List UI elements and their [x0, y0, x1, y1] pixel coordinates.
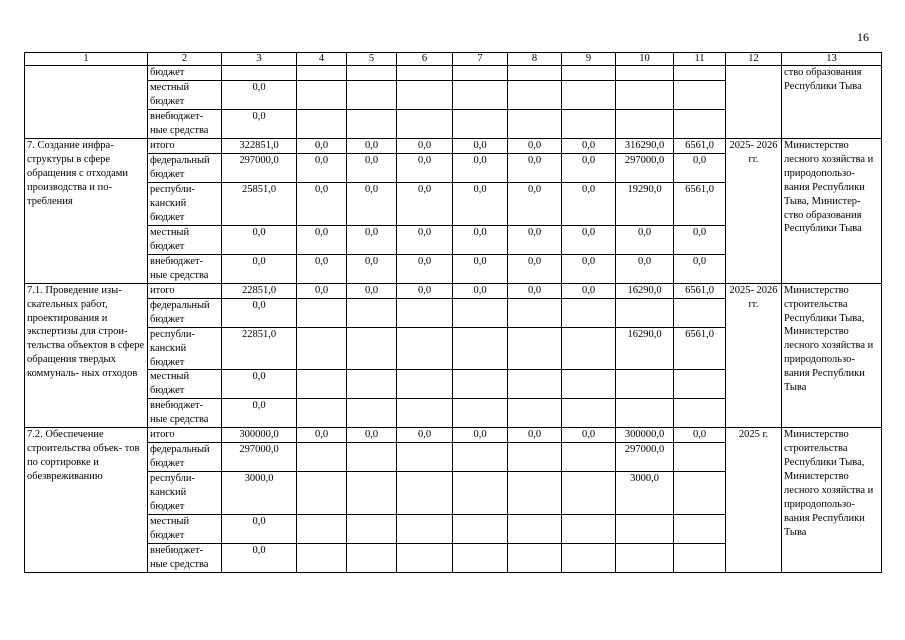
amount-cell: 316290,0 — [616, 139, 674, 154]
amount-cell: 0,0 — [347, 225, 397, 254]
column-header: 12 — [726, 53, 782, 66]
amount-cell: 0,0 — [397, 225, 453, 254]
responsible-executor: Министерство лесного хозяйства и природопользо- вания Республики Тыва, Министер- ство образования Республики Тыва — [782, 139, 882, 284]
amount-cell — [616, 66, 674, 81]
amount-cell — [297, 66, 347, 81]
table-row — [25, 428, 882, 443]
funding-source: местный бюджет — [148, 370, 222, 399]
column-header: 4 — [297, 53, 347, 66]
amount-cell — [508, 399, 562, 428]
amount-cell — [347, 66, 397, 81]
period: 2025- 2026 гг. — [726, 283, 782, 428]
amount-cell — [297, 472, 347, 515]
table-row — [25, 66, 882, 81]
funding-source: внебюджет- ные средства — [148, 254, 222, 283]
amount-cell: 0,0 — [222, 81, 297, 110]
amount-cell: 0,0 — [453, 428, 508, 443]
amount-cell — [562, 327, 616, 370]
amount-cell — [397, 81, 453, 110]
amount-cell: 16290,0 — [616, 327, 674, 370]
period: 2025- 2026 гг. — [726, 139, 782, 284]
amount-cell: 6561,0 — [674, 327, 726, 370]
amount-cell — [297, 110, 347, 139]
amount-cell — [616, 110, 674, 139]
amount-cell — [347, 81, 397, 110]
amount-cell: 0,0 — [297, 154, 347, 183]
amount-cell: 22851,0 — [222, 327, 297, 370]
amount-cell — [674, 81, 726, 110]
table-row — [25, 139, 882, 154]
column-header: 10 — [616, 53, 674, 66]
amount-cell — [674, 544, 726, 573]
amount-cell — [616, 399, 674, 428]
amount-cell — [508, 370, 562, 399]
amount-cell: 0,0 — [222, 544, 297, 573]
table-body — [25, 66, 882, 573]
amount-cell: 297000,0 — [616, 443, 674, 472]
amount-cell — [508, 298, 562, 327]
amount-cell: 0,0 — [674, 254, 726, 283]
amount-cell — [562, 298, 616, 327]
funding-source: федеральный бюджет — [148, 298, 222, 327]
period: 2025 г. — [726, 428, 782, 573]
amount-cell: 0,0 — [453, 154, 508, 183]
amount-cell — [397, 515, 453, 544]
amount-cell: 16290,0 — [616, 283, 674, 298]
amount-cell: 297000,0 — [222, 443, 297, 472]
amount-cell — [453, 110, 508, 139]
amount-cell: 0,0 — [347, 183, 397, 226]
amount-cell: 0,0 — [453, 254, 508, 283]
amount-cell — [508, 110, 562, 139]
amount-cell: 25851,0 — [222, 183, 297, 226]
amount-cell: 19290,0 — [616, 183, 674, 226]
funding-source: местный бюджет — [148, 515, 222, 544]
amount-cell — [616, 81, 674, 110]
budget-table — [24, 52, 882, 573]
amount-cell: 0,0 — [453, 183, 508, 226]
amount-cell — [347, 443, 397, 472]
amount-cell — [347, 515, 397, 544]
amount-cell — [562, 110, 616, 139]
amount-cell: 0,0 — [453, 283, 508, 298]
amount-cell: 0,0 — [562, 139, 616, 154]
amount-cell: 0,0 — [297, 283, 347, 298]
amount-cell: 0,0 — [508, 254, 562, 283]
amount-cell: 0,0 — [616, 225, 674, 254]
amount-cell: 0,0 — [222, 110, 297, 139]
amount-cell — [397, 370, 453, 399]
amount-cell — [508, 66, 562, 81]
funding-source: местный бюджет — [148, 81, 222, 110]
funding-source: итого — [148, 283, 222, 298]
page-number: 16 — [857, 30, 869, 44]
amount-cell: 0,0 — [508, 154, 562, 183]
table-row — [25, 283, 882, 298]
column-header: 1 — [25, 53, 148, 66]
amount-cell — [508, 443, 562, 472]
amount-cell: 6561,0 — [674, 283, 726, 298]
column-header: 8 — [508, 53, 562, 66]
amount-cell — [297, 298, 347, 327]
amount-cell — [674, 298, 726, 327]
amount-cell: 0,0 — [222, 298, 297, 327]
amount-cell — [674, 66, 726, 81]
amount-cell: 0,0 — [508, 283, 562, 298]
funding-source: федеральный бюджет — [148, 154, 222, 183]
amount-cell: 0,0 — [562, 283, 616, 298]
amount-cell — [453, 472, 508, 515]
amount-cell — [674, 443, 726, 472]
amount-cell — [674, 110, 726, 139]
amount-cell — [508, 544, 562, 573]
activity-name: 7.1. Проведение изы- скательных работ, проектирования и экспертизы для строи- тельства объектов в сфере обращения твердых коммуналь- ных отходов — [25, 283, 148, 428]
amount-cell — [562, 370, 616, 399]
amount-cell — [347, 370, 397, 399]
amount-cell: 0,0 — [562, 225, 616, 254]
amount-cell: 0,0 — [562, 183, 616, 226]
column-header: 6 — [397, 53, 453, 66]
amount-cell — [397, 66, 453, 81]
amount-cell — [562, 472, 616, 515]
amount-cell: 322851,0 — [222, 139, 297, 154]
amount-cell — [453, 298, 508, 327]
amount-cell — [397, 327, 453, 370]
column-header: 3 — [222, 53, 297, 66]
amount-cell — [347, 110, 397, 139]
amount-cell: 0,0 — [297, 183, 347, 226]
column-header: 11 — [674, 53, 726, 66]
amount-cell: 22851,0 — [222, 283, 297, 298]
amount-cell — [453, 443, 508, 472]
amount-cell: 0,0 — [397, 283, 453, 298]
funding-source: внебюджет- ные средства — [148, 544, 222, 573]
funding-source: итого — [148, 139, 222, 154]
amount-cell: 0,0 — [347, 428, 397, 443]
amount-cell — [347, 544, 397, 573]
amount-cell: 0,0 — [508, 183, 562, 226]
responsible-executor: Министерство строительства Республики Тыва, Министерство лесного хозяйства и природопользо- вания Республики Тыва — [782, 428, 882, 573]
amount-cell — [453, 66, 508, 81]
amount-cell: 0,0 — [674, 428, 726, 443]
header-row — [25, 53, 882, 66]
amount-cell — [674, 370, 726, 399]
amount-cell — [616, 515, 674, 544]
amount-cell: 3000,0 — [616, 472, 674, 515]
amount-cell — [616, 370, 674, 399]
amount-cell — [347, 472, 397, 515]
amount-cell — [508, 81, 562, 110]
amount-cell: 6561,0 — [674, 183, 726, 226]
amount-cell — [674, 515, 726, 544]
amount-cell — [508, 515, 562, 544]
responsible-executor: Министерство строительства Республики Тыва, Министерство лесного хозяйства и природопользо- вания Республики Тыва — [782, 283, 882, 428]
amount-cell — [674, 399, 726, 428]
amount-cell — [453, 399, 508, 428]
amount-cell — [616, 298, 674, 327]
amount-cell: 300000,0 — [222, 428, 297, 443]
funding-source: внебюджет- ные средства — [148, 110, 222, 139]
amount-cell — [397, 399, 453, 428]
column-header: 7 — [453, 53, 508, 66]
amount-cell — [297, 370, 347, 399]
amount-cell: 0,0 — [397, 428, 453, 443]
amount-cell: 0,0 — [616, 254, 674, 283]
amount-cell — [674, 472, 726, 515]
column-header: 9 — [562, 53, 616, 66]
amount-cell: 0,0 — [222, 399, 297, 428]
amount-cell: 0,0 — [297, 225, 347, 254]
amount-cell — [453, 81, 508, 110]
amount-cell: 0,0 — [347, 254, 397, 283]
amount-cell — [297, 399, 347, 428]
amount-cell — [297, 544, 347, 573]
amount-cell — [297, 515, 347, 544]
amount-cell — [397, 443, 453, 472]
column-header: 13 — [782, 53, 882, 66]
activity-name: 7. Создание инфра- структуры в сфере обращения с отходами производства и по- требления — [25, 139, 148, 284]
amount-cell: 297000,0 — [222, 154, 297, 183]
amount-cell — [562, 443, 616, 472]
amount-cell — [453, 327, 508, 370]
amount-cell — [562, 81, 616, 110]
amount-cell: 0,0 — [297, 254, 347, 283]
activity-name — [25, 66, 148, 139]
funding-source: внебюджет- ные средства — [148, 399, 222, 428]
funding-source: федеральный бюджет — [148, 443, 222, 472]
funding-source: бюджет — [148, 66, 222, 81]
funding-source: итого — [148, 428, 222, 443]
amount-cell: 0,0 — [674, 225, 726, 254]
period — [726, 66, 782, 139]
amount-cell: 297000,0 — [616, 154, 674, 183]
responsible-executor: ство образования Республики Тыва — [782, 66, 882, 139]
amount-cell: 0,0 — [453, 225, 508, 254]
amount-cell: 0,0 — [347, 154, 397, 183]
amount-cell: 300000,0 — [616, 428, 674, 443]
amount-cell — [397, 298, 453, 327]
amount-cell: 0,0 — [222, 225, 297, 254]
amount-cell: 0,0 — [397, 154, 453, 183]
column-header: 5 — [347, 53, 397, 66]
amount-cell: 0,0 — [297, 428, 347, 443]
amount-cell: 0,0 — [397, 254, 453, 283]
amount-cell — [562, 515, 616, 544]
amount-cell: 0,0 — [347, 139, 397, 154]
amount-cell — [222, 66, 297, 81]
amount-cell: 0,0 — [222, 370, 297, 399]
amount-cell — [397, 472, 453, 515]
activity-name: 7.2. Обеспечение строительства объек- тов по сортировке и обезвреживанию — [25, 428, 148, 573]
amount-cell: 0,0 — [562, 254, 616, 283]
funding-source: республи- канский бюджет — [148, 472, 222, 515]
amount-cell — [562, 544, 616, 573]
funding-source: республи- канский бюджет — [148, 327, 222, 370]
amount-cell: 0,0 — [397, 139, 453, 154]
amount-cell — [562, 399, 616, 428]
amount-cell — [397, 110, 453, 139]
amount-cell: 3000,0 — [222, 472, 297, 515]
amount-cell — [508, 472, 562, 515]
amount-cell — [453, 370, 508, 399]
amount-cell: 0,0 — [508, 428, 562, 443]
amount-cell — [297, 81, 347, 110]
amount-cell: 0,0 — [397, 183, 453, 226]
amount-cell — [297, 327, 347, 370]
amount-cell: 0,0 — [562, 428, 616, 443]
amount-cell: 0,0 — [562, 154, 616, 183]
amount-cell: 0,0 — [347, 283, 397, 298]
amount-cell: 0,0 — [508, 225, 562, 254]
amount-cell — [508, 327, 562, 370]
funding-source: местный бюджет — [148, 225, 222, 254]
amount-cell — [453, 515, 508, 544]
amount-cell — [297, 443, 347, 472]
amount-cell — [397, 544, 453, 573]
amount-cell: 0,0 — [674, 154, 726, 183]
amount-cell — [347, 327, 397, 370]
amount-cell — [347, 298, 397, 327]
amount-cell: 0,0 — [297, 139, 347, 154]
funding-source: республи- канский бюджет — [148, 183, 222, 226]
amount-cell — [562, 66, 616, 81]
amount-cell: 0,0 — [222, 254, 297, 283]
amount-cell: 0,0 — [222, 515, 297, 544]
amount-cell — [453, 544, 508, 573]
amount-cell: 0,0 — [508, 139, 562, 154]
amount-cell — [347, 399, 397, 428]
amount-cell — [616, 544, 674, 573]
amount-cell: 6561,0 — [674, 139, 726, 154]
amount-cell: 0,0 — [453, 139, 508, 154]
column-header: 2 — [148, 53, 222, 66]
